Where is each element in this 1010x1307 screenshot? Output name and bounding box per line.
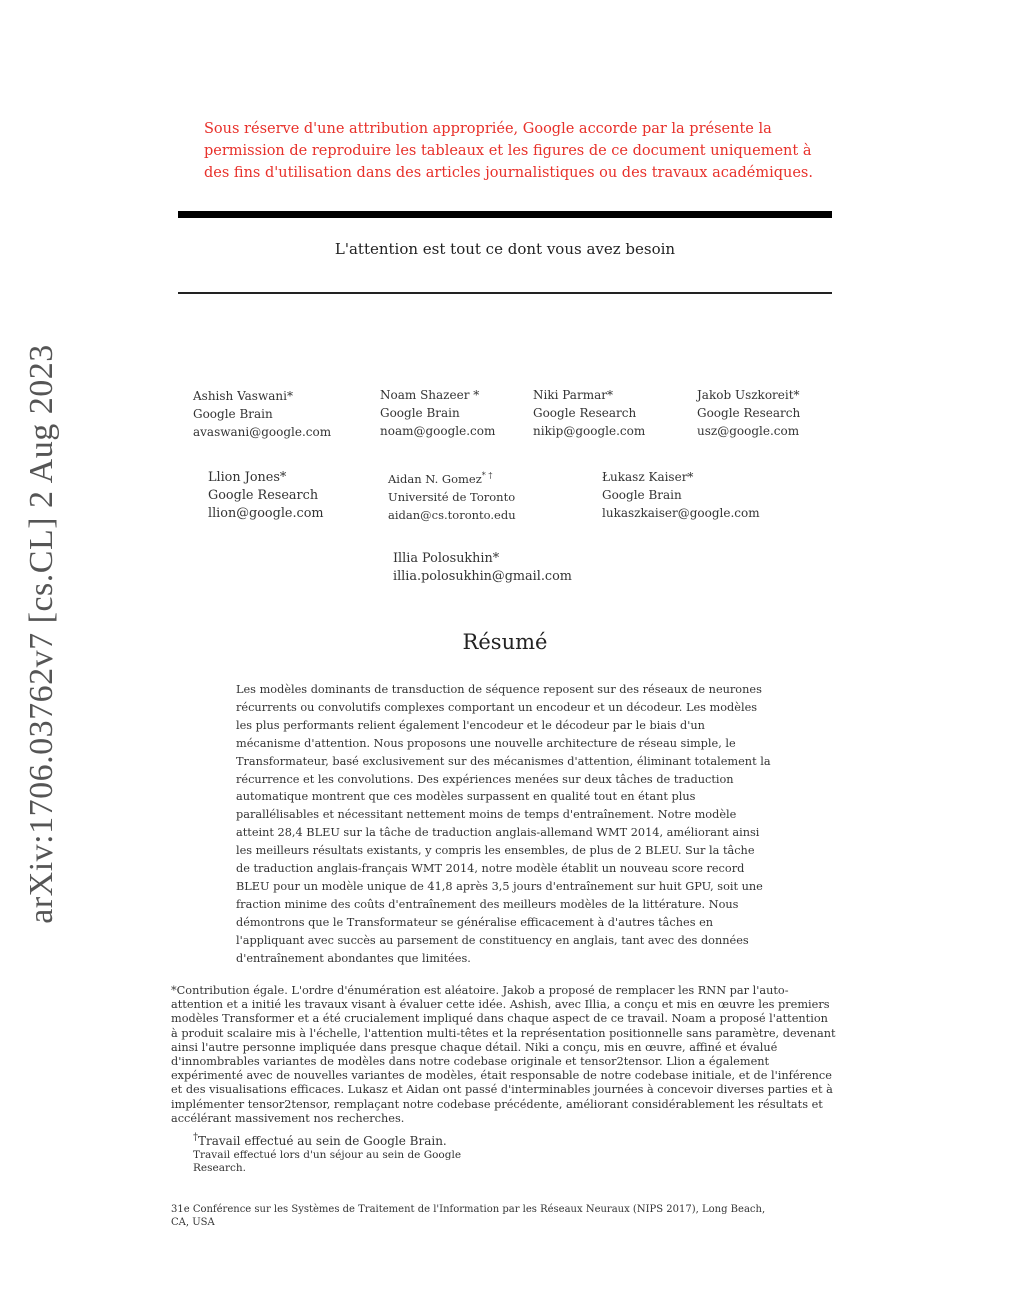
- author-block: [393, 550, 572, 586]
- author-email[interactable]: usz@google.com: [697, 424, 800, 438]
- author-affiliation: Université de Toronto: [388, 489, 516, 504]
- author-name: Jakob Uszkoreit*: [697, 388, 800, 402]
- author-name: Łukasz Kaiser*: [602, 470, 694, 484]
- author-email[interactable]: lukaszkaiser@google.com: [602, 506, 760, 520]
- footnote-dagger-text: Travail effectué au sein de Google Brain.: [198, 1134, 447, 1148]
- author-block: [208, 469, 324, 523]
- permission-notice: Sous réserve d'une attribution appropriée, Google accorde par la présente la permission de reproduire les tableaux et les figures de ce document uniquement à des fins d'utilisation dans des articles journalistiques ou des travaux académiques.: [204, 121, 813, 181]
- arxiv-stamp: arXiv:1706.03762v7 [cs.CL] 2 Aug 2023: [23, 344, 60, 924]
- author-email[interactable]: llion@google.com: [208, 506, 324, 521]
- author-name: Illia Polosukhin*: [393, 551, 500, 566]
- author-name: Niki Parmar*: [533, 388, 613, 402]
- abstract-body: Les modèles dominants de transduction de séquence reposent sur des réseaux de neurones récurrents ou convolutifs complexes comportant un encodeur et un décodeur. Les modèles les plus performants relient également l'encodeur et le décodeur par le biais d'un mécanisme d'attention. Nous proposons une nouvelle architecture de réseau simple, le Transformateur, basé exclusivement sur des mécanismes d'attention, éliminant totalement la récurrence et les convolutions. Des expériences menées sur deux tâches de traduction automatique montrent que ces modèles surpassent en qualité tout en étant plus parallélisables et nécessitant nettement moins de temps d'entraînement. Notre modèle atteint 28,4 BLEU sur la tâche de traduction anglais-allemand WMT 2014, améliorant ainsi les meilleurs résultats existants, y compris les ensembles, de plus de 2 BLEU. Sur la tâche de traduction anglais-français WMT 2014, notre modèle établit un nouveau score record BLEU pour un modèle unique de 41,8 après 3,5 jours d'entraînement sur huit GPU, soit une fraction minime des coûts d'entraînement des meilleurs modèles de la littérature. Nous démontrons que le Transformateur se généralise efficacement à d'autres tâches en l'appliquant avec succès au parsement de constituency en anglais, tant avec des données d'entraînement abondantes que limitées.: [236, 683, 771, 965]
- author-name: Aidan N. Gomez: [388, 471, 482, 486]
- author-name: Llion Jones*: [208, 470, 287, 485]
- footnote-contributions: *Contribution égale. L'ordre d'énumération est aléatoire. Jakob a proposé de remplacer les RNN par l'auto-attention et a initié les travaux visant à évaluer cette idée. Ashish, avec Illia, a conçu et mis en œuvre les premiers modèles Transformer et a été crucialement impliqué dans chaque aspect de ce travail. Noam a proposé l'attention à produit scalaire mis à l'échelle, l'attention multi-têtes et la représentation positionnelle sans paramètre, devenant ainsi l'autre personne impliquée dans presque chaque détail. Niki a conçu, mis en œuvre, affiné et évalué d'innombrables variantes de modèles dans notre codebase originale et tensor2tensor. Llion a également expérimenté avec de nouvelles variantes de modèles, était responsable de notre codebase initiale, et de l'inférence et des visualisations efficaces. Lukasz et Aidan ont passé d'interminables journées à concevoir diverses parties et à implémenter tensor2tensor, remplaçant notre codebase précédente, améliorant considérablement les résultats et accélérant massivement nos recherches.: [171, 984, 836, 1125]
- author-affiliation: Google Research: [697, 406, 801, 420]
- author-email[interactable]: noam@google.com: [380, 424, 496, 438]
- author-affiliation: Google Brain: [602, 488, 682, 502]
- footnote-third: Travail effectué lors d'un séjour au sein de Google Research.: [193, 1149, 462, 1174]
- abstract-heading: Résumé: [462, 630, 548, 654]
- author-block: [697, 386, 800, 440]
- author-affiliation: Google Research: [208, 488, 319, 503]
- author-name-line: [388, 467, 516, 488]
- author-affiliation: Google Brain: [380, 406, 460, 420]
- author-affiliation: Google Brain: [193, 407, 273, 421]
- author-block: [193, 387, 331, 441]
- author-email[interactable]: nikip@google.com: [533, 424, 646, 438]
- author-email[interactable]: aidan@cs.toronto.edu: [388, 507, 516, 522]
- author-block: [380, 386, 495, 440]
- title-bottom-rule: [178, 292, 832, 294]
- author-affiliation: Google Research: [533, 406, 637, 420]
- author-block: [388, 467, 516, 524]
- author-name: Ashish Vaswani*: [193, 389, 293, 403]
- paper-title: L'attention est tout ce dont vous avez besoin: [334, 240, 676, 258]
- author-marks: * †: [481, 471, 493, 480]
- author-block: [602, 468, 760, 522]
- author-email[interactable]: illia.polosukhin@gmail.com: [393, 569, 572, 584]
- author-email[interactable]: avaswani@google.com: [193, 425, 332, 439]
- conference-note: 31e Conférence sur les Systèmes de Traitement de l'Information par les Réseaux Neuraux (NIPS 2017), Long Beach, CA, USA: [171, 1204, 766, 1228]
- footnote-dagger: [193, 1130, 593, 1149]
- author-block: [533, 386, 645, 440]
- author-name: Noam Shazeer *: [380, 388, 480, 402]
- footnote-dagger-mark: †: [193, 1132, 198, 1143]
- title-top-rule: [178, 211, 832, 218]
